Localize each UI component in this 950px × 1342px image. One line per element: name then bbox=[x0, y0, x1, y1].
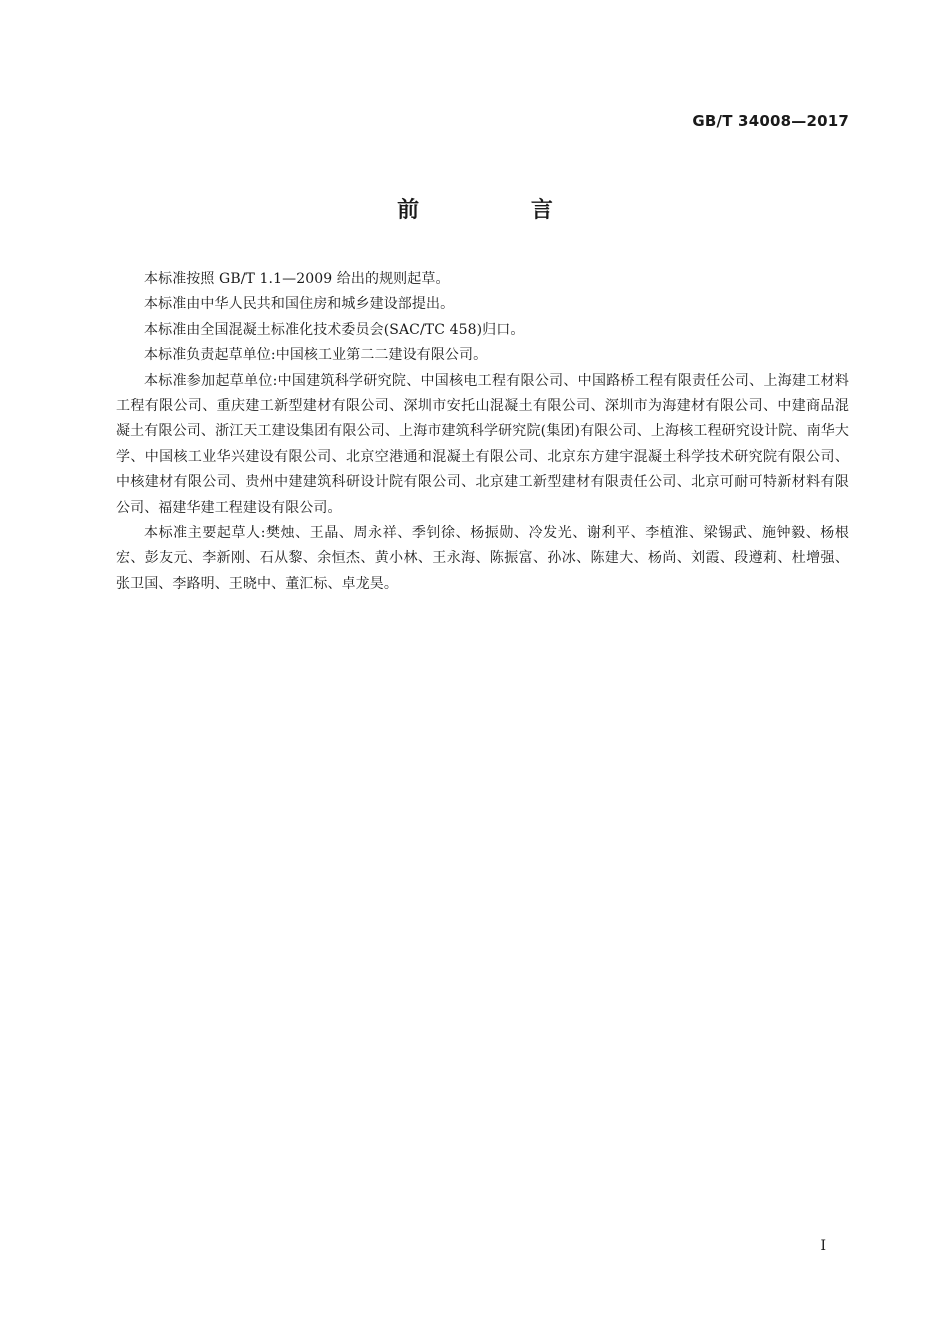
paragraph-participating-drafters: 本标准参加起草单位:中国建筑科学研究院、中国核电工程有限公司、中国路桥工程有限责任公司、上海建工材料工程有限公司、重庆建工新型建材有限公司、深圳市安托山混凝土有限公司、深圳市为海建材有限公司、中建商品混凝土有限公司、浙江天工建设集团有限公司、上海市建筑科学研究院(集团)有限公司、上海核工程研究设计院、南华大学、中国核工业华兴建设有限公司、北京空港通和混凝土有限公司、北京东方建宇混凝土科学技术研究院有限公司、中核建材有限公司、贵州中建建筑科研设计院有限公司、北京建工新型建材有限责任公司、北京可耐可特新材料有限公司、福建华建工程建设有限公司。 bbox=[116, 372, 849, 516]
paragraph-proposed-by: 本标准由中华人民共和国住房和城乡建设部提出。 bbox=[144, 296, 455, 313]
paragraph-responsible-drafter: 本标准负责起草单位:中国核工业第二二建设有限公司。 bbox=[144, 347, 488, 364]
paragraph-drafting-rules: 本标准按照 GB/T 1.1—2009 给出的规则起草。 bbox=[144, 271, 450, 287]
paragraph-administered-by: 本标准由全国混凝土标准化技术委员会(SAC/TC 458)归口。 bbox=[144, 321, 525, 338]
page-number: I bbox=[820, 1238, 826, 1254]
page-title: 前 言 bbox=[397, 198, 605, 223]
foreword-body bbox=[116, 267, 849, 597]
paragraph-main-drafters: 本标准主要起草人:樊烛、王晶、周永祥、季钊徐、杨振勋、冷发光、谢利平、李植淮、梁锡武、施钟毅、杨根宏、彭友元、李新刚、石从黎、余恒杰、黄小林、王永海、陈振富、孙冰、陈建大、杨尚、刘霞、段遵莉、杜增强、张卫国、李路明、王晓中、董汇标、卓龙昊。 bbox=[116, 525, 849, 592]
standard-code: GB/T 34008—2017 bbox=[692, 112, 849, 130]
